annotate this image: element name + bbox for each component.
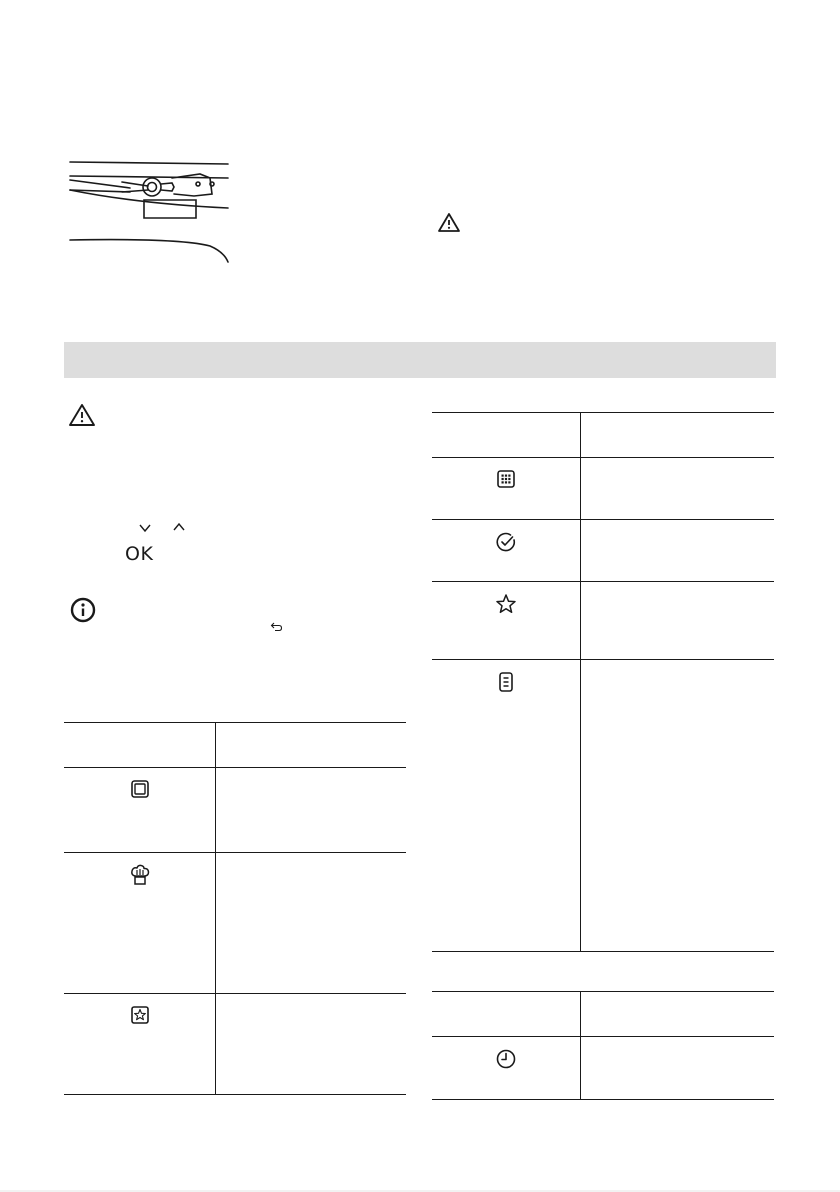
check-circle-icon xyxy=(495,531,517,553)
warning-icon xyxy=(68,403,96,427)
table-cell xyxy=(581,458,775,520)
table-row xyxy=(432,520,774,582)
table-header-cell xyxy=(581,992,775,1037)
left-menu-table xyxy=(64,722,406,1095)
document-list-icon xyxy=(498,671,514,693)
info-icon xyxy=(70,597,96,623)
square-frame-icon xyxy=(130,779,150,799)
table-header-cell xyxy=(432,992,581,1037)
table-row xyxy=(432,582,774,660)
right-menu-table xyxy=(432,412,774,952)
table-cell xyxy=(216,994,407,1095)
table-cell xyxy=(581,1037,775,1100)
table-cell xyxy=(216,768,407,853)
table-row xyxy=(432,992,774,1037)
table-row xyxy=(432,660,774,952)
table-header-cell xyxy=(432,413,581,458)
hinge-screw-illustration xyxy=(60,150,235,268)
chevron-down-icon xyxy=(138,523,152,533)
ok-button-symbol: OK xyxy=(125,543,154,565)
clock-table xyxy=(432,991,774,1100)
table-row xyxy=(64,768,406,853)
table-row xyxy=(432,413,774,458)
back-arrow-icon xyxy=(270,622,283,632)
table-header-cell xyxy=(64,723,216,768)
table-cell xyxy=(216,853,407,994)
table-row xyxy=(64,994,406,1095)
table-row xyxy=(64,853,406,994)
warning-icon xyxy=(437,212,461,233)
table-header-cell xyxy=(581,413,775,458)
keypad-grid-icon xyxy=(496,469,516,489)
section-heading-bar xyxy=(64,342,776,378)
table-header-cell xyxy=(216,723,407,768)
chef-hat-icon xyxy=(130,864,150,886)
table-cell xyxy=(581,582,775,660)
table-cell xyxy=(581,660,775,952)
table-row xyxy=(432,1037,774,1100)
star-outline-icon xyxy=(495,593,517,615)
table-row xyxy=(432,458,774,520)
table-row xyxy=(64,723,406,768)
table-cell xyxy=(581,520,775,582)
clock-icon xyxy=(495,1048,517,1070)
boxed-star-icon xyxy=(130,1005,150,1025)
chevron-up-icon xyxy=(172,522,186,532)
